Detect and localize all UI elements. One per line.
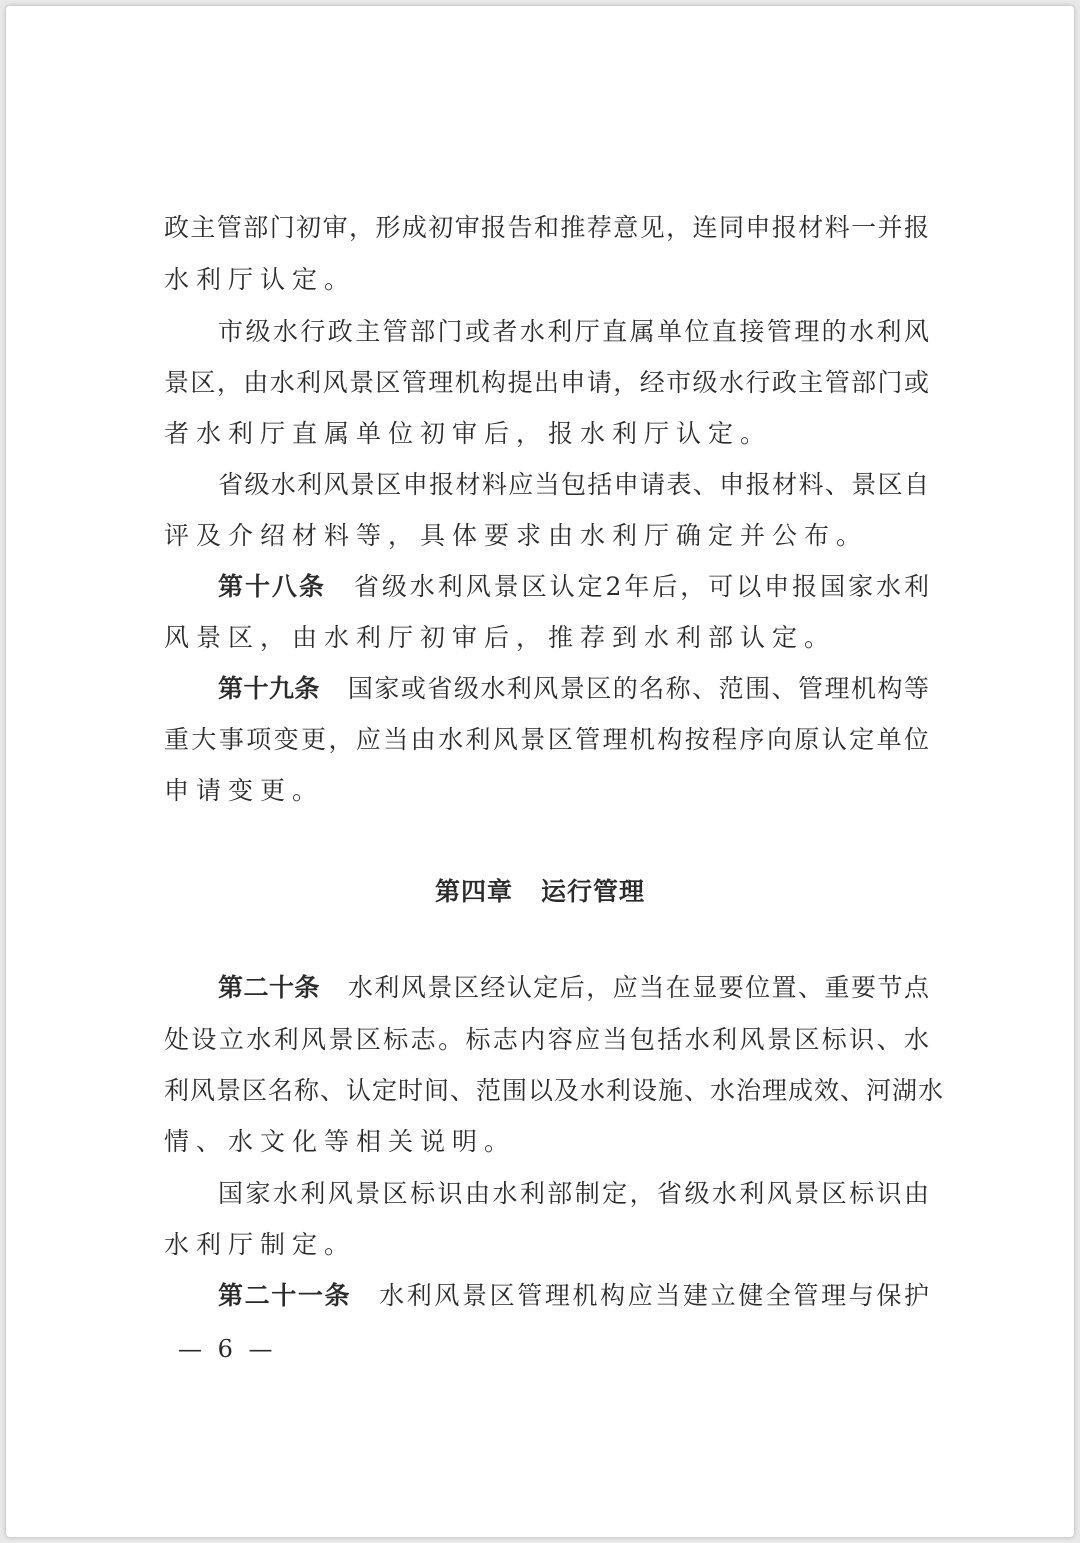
text-span: 省级水利风景区认定2年后，可以申报国家水利 xyxy=(353,572,930,601)
text-line: 景区，由水利风景区管理机构提出申请，经市级水行政主管部门或 xyxy=(164,368,930,397)
article-label: 第二十条 xyxy=(218,973,320,1002)
text-span: 水利风景区经认定后，应当在显要位置、重要节点 xyxy=(347,973,930,1002)
article-20-line xyxy=(218,968,930,1008)
text-line: 市级水行政主管部门或者水利厅直属单位直接管理的水利风 xyxy=(218,317,930,346)
text-line: 评及介绍材料等，具体要求由水利厅确定并公布。 xyxy=(164,521,869,550)
text-line: 省级水利风景区申报材料应当包括申请表、申报材料、景区自 xyxy=(218,470,930,499)
page-number: — 6 — xyxy=(178,1335,277,1363)
text-line: 重大事项变更，应当由水利风景区管理机构按程序向原认定单位 xyxy=(164,725,930,754)
article-label: 第二十一条 xyxy=(218,1281,352,1310)
text-line: 者水利厅直属单位初审后，报水利厅认定。 xyxy=(164,419,773,448)
text-line: 风景区，由水利厅初审后，推荐到水利部认定。 xyxy=(164,623,837,652)
article-19-line xyxy=(218,669,930,709)
text-line: 利风景区名称、认定时间、范围以及水利设施、水治理成效、河湖水 xyxy=(164,1076,945,1105)
article-label: 第十八条 xyxy=(218,572,326,601)
text-line: 国家水利风景区标识由水利部制定，省级水利风景区标识由 xyxy=(218,1179,930,1208)
text-line: 水利厅制定。 xyxy=(164,1230,357,1259)
text-line: 水利厅认定。 xyxy=(164,265,357,294)
article-21-line xyxy=(218,1276,930,1316)
chapter-heading xyxy=(6,872,1074,912)
text-line: 处设立水利风景区标志。标志内容应当包括水利风景区标识、水 xyxy=(164,1025,930,1054)
document-page xyxy=(6,6,1074,1537)
text-span: 国家或省级水利风景区的名称、范围、管理机构等 xyxy=(347,674,930,703)
article-18-line xyxy=(218,567,930,607)
text-line: 申请变更。 xyxy=(164,776,325,805)
article-label: 第十九条 xyxy=(218,674,320,703)
text-span: 水利风景区管理机构应当建立健全管理与保护 xyxy=(379,1281,930,1310)
chapter-number: 第四章 xyxy=(434,877,513,906)
text-line: 情、水文化等相关说明。 xyxy=(164,1127,517,1156)
chapter-title-text: 运行管理 xyxy=(541,877,646,906)
text-line: 政主管部门初审，形成初审报告和推荐意见，连同申报材料一并报 xyxy=(164,213,930,242)
